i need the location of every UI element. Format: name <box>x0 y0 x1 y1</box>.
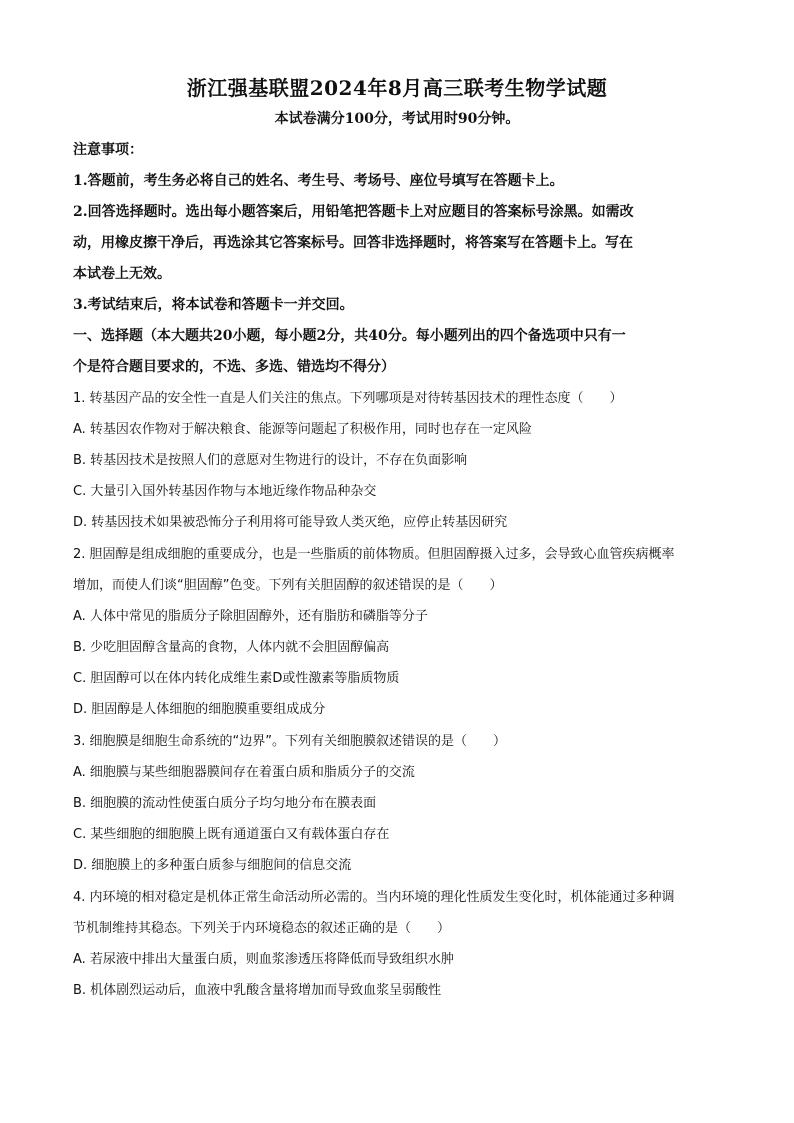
notice-item-3: 3.考试结束后，将本试卷和答题卡一并交回。 <box>73 297 354 313</box>
question-3-stem: 3. 细胞膜是细胞生命系统的“边界”。下列有关细胞膜叙述错误的是（ ） <box>73 734 507 749</box>
question-2-stem-line-1: 2. 胆固醇是组成细胞的重要成分，也是一些脂质的前体物质。但胆固醇摄入过多，会导致心血管疾病概率 <box>73 547 675 562</box>
question-3-option-c: C. 某些细胞的细胞膜上既有通道蛋白又有载体蛋白存在 <box>73 827 390 842</box>
question-2-option-c: C. 胆固醇可以在体内转化成维生素D或性激素等脂质物质 <box>73 671 400 686</box>
question-3-option-a: A. 细胞膜与某些细胞器膜间存在着蛋白质和脂质分子的交流 <box>73 765 415 780</box>
question-4-stem-line-1: 4. 内环境的相对稳定是机体正常生命活动所必需的。当内环境的理化性质发生变化时，机体能通过多种调 <box>73 890 675 905</box>
exam-info: 本试卷满分100分，考试用时90分钟。 <box>274 111 520 127</box>
question-1-stem: 1. 转基因产品的安全性一直是人们关注的焦点。下列哪项是对待转基因技术的理性态度（ ） <box>73 391 623 406</box>
question-2-stem-line-2: 增加，而使人们谈“胆固醇”色变。下列有关胆固醇的叙述错误的是（ ） <box>73 578 503 593</box>
question-4-stem-line-2: 节机制维持其稳态。下列关于内环境稳态的叙述正确的是（ ） <box>73 921 451 936</box>
question-4-option-b: B. 机体剧烈运动后，血液中乳酸含量将增加而导致血浆呈弱酸性 <box>73 983 442 998</box>
question-1-option-a: A. 转基因农作物对于解决粮食、能源等问题起了积极作用，同时也存在一定风险 <box>73 422 532 437</box>
question-1-option-d: D. 转基因技术如果被恐怖分子利用将可能导致人类灭绝，应停止转基因研究 <box>73 515 508 530</box>
notice-item-2-line-3: 本试卷上无效。 <box>73 266 171 282</box>
question-3-option-d: D. 细胞膜上的多种蛋白质参与细胞间的信息交流 <box>73 858 352 873</box>
notice-item-1: 1.答题前，考生务必将自己的姓名、考生号、考场号、座位号填写在答题卡上。 <box>73 173 564 189</box>
notice-heading: 注意事项： <box>73 142 143 158</box>
page-title: 浙江强基联盟2024年8月高三联考生物学试题 <box>186 76 608 100</box>
question-3-option-b: B. 细胞膜的流动性使蛋白质分子均匀地分布在膜表面 <box>73 796 377 811</box>
section-heading-line-1: 一、选择题（本大题共20小题，每小题2分，共40分。每小题列出的四个备选项中只有一 <box>73 328 626 344</box>
question-2-option-a: A. 人体中常见的脂质分子除胆固醇外，还有脂肪和磷脂等分子 <box>73 609 428 624</box>
question-2-option-d: D. 胆固醇是人体细胞的细胞膜重要组成成分 <box>73 702 326 717</box>
question-4-option-a: A. 若尿液中排出大量蛋白质，则血浆渗透压将降低而导致组织水肿 <box>73 952 454 967</box>
question-1-option-c: C. 大量引入国外转基因作物与本地近缘作物品种杂交 <box>73 484 377 499</box>
notice-item-2-line-1: 2.回答选择题时。选出每小题答案后，用铅笔把答题卡上对应题目的答案标号涂黑。如需改 <box>73 204 634 220</box>
question-1-option-b: B. 转基因技术是按照人们的意愿对生物进行的设计，不存在负面影响 <box>73 453 468 468</box>
notice-item-2-line-2: 动，用橡皮擦干净后，再选涂其它答案标号。回答非选择题时，将答案写在答题卡上。写在 <box>73 235 633 251</box>
question-2-option-b: B. 少吃胆固醇含量高的食物，人体内就不会胆固醇偏高 <box>73 640 390 655</box>
section-heading-line-2: 个是符合题目要求的，不选、多选、错选均不得分） <box>73 359 395 375</box>
